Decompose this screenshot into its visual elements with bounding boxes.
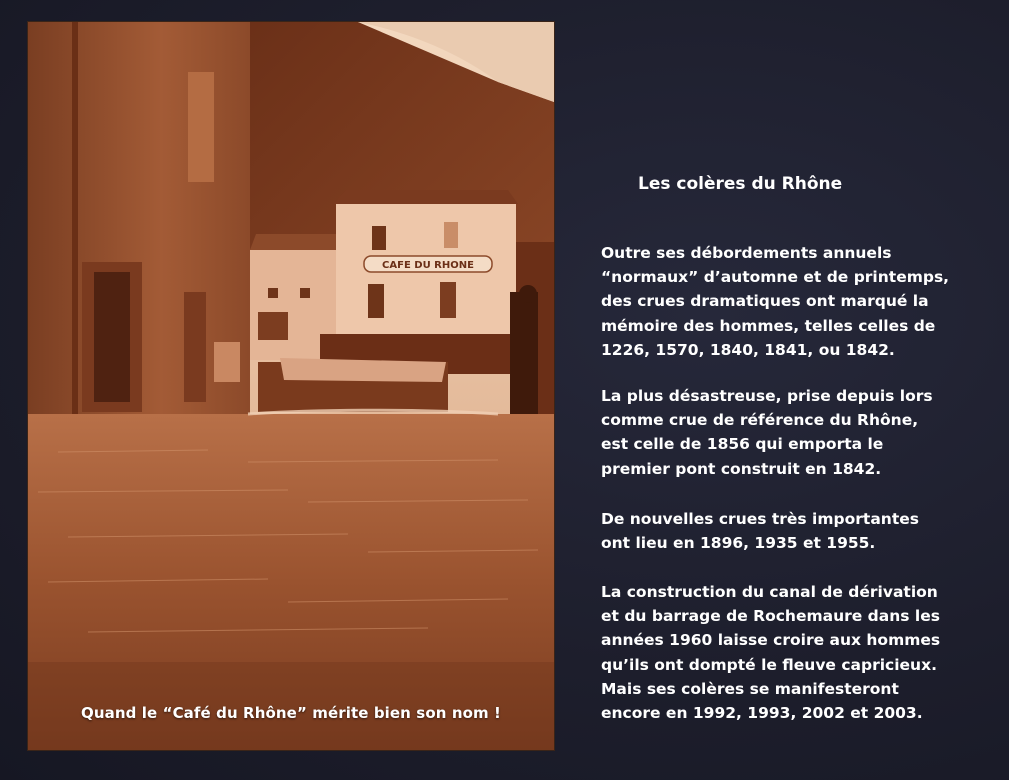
text-line: “normaux” d’automne et de printemps, [601, 268, 950, 287]
text-line: comme crue de référence du Rhône, [601, 411, 919, 430]
text-line: La construction du canal de dérivation [601, 583, 938, 601]
section-title: Les colères du Rhône [638, 174, 843, 194]
text-line: qu’ils ont dompté le fleuve capricieux. [601, 655, 937, 674]
text-line: années 1960 laisse croire aux hommes [601, 631, 941, 650]
flood-photograph [28, 22, 554, 750]
text-line: premier pont construit en 1842. [601, 459, 882, 478]
paragraph-2 [601, 384, 1001, 481]
text-line: est celle de 1856 qui emporta le [601, 435, 884, 454]
paragraph-1 [601, 241, 1001, 362]
text-line: des crues dramatiques ont marqué la [601, 292, 929, 311]
photo-caption: Quand le “Café du Rhône” mérite bien son nom ! [80, 704, 501, 722]
text-line: et du barrage de Rochemaure dans les [601, 607, 940, 626]
sepia-flood-scene [28, 22, 554, 750]
text-line: mémoire des hommes, telles celles de [601, 316, 936, 335]
text-line: ont lieu en 1896, 1935 et 1955. [601, 534, 876, 553]
text-line: Outre ses débordements annuels [601, 244, 892, 262]
paragraph-4 [601, 580, 1001, 725]
text-line: 1226, 1570, 1840, 1841, ou 1842. [601, 340, 895, 359]
text-line: La plus désastreuse, prise depuis lors [601, 387, 933, 405]
paragraph-3 [601, 507, 1001, 555]
text-line: encore en 1992, 1993, 2002 et 2003. [601, 704, 923, 723]
text-line: Mais ses colères se manifesteront [601, 679, 899, 698]
text-line: De nouvelles crues très importantes [601, 510, 919, 528]
cafe-sign-text: CAFE DU RHONE [382, 260, 474, 271]
